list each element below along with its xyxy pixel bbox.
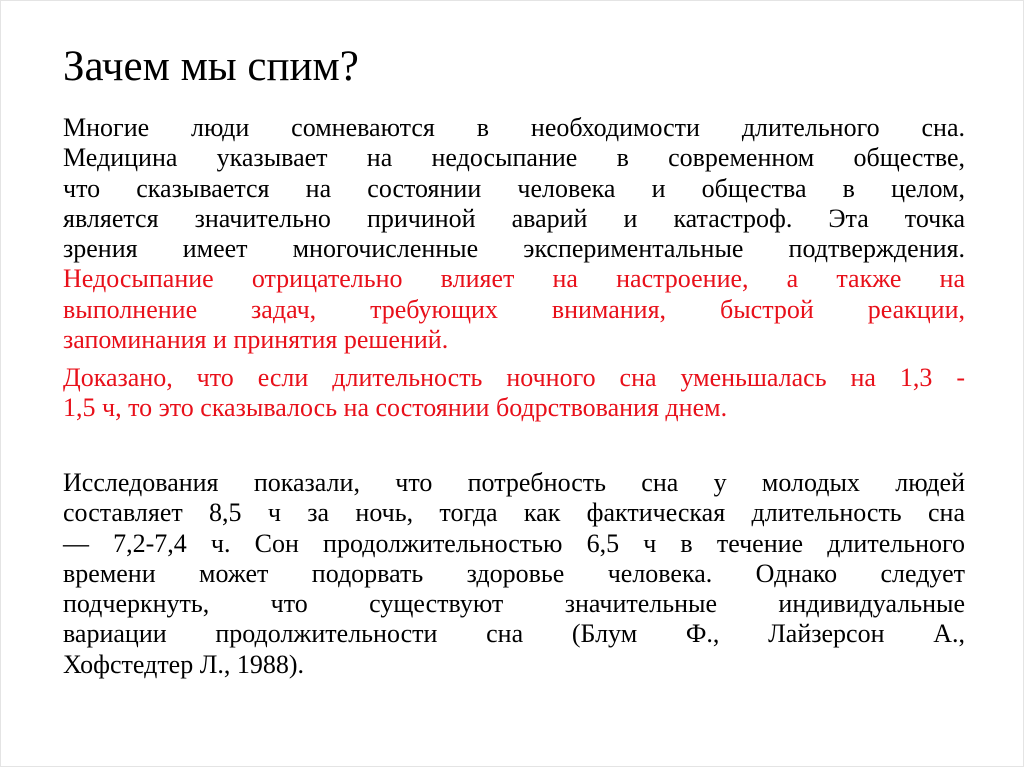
text-line: — 7,2-7,4 ч. Сон продолжительностью 6,5 ч в течение длительного bbox=[63, 528, 965, 558]
highlighted-text-line: Доказано, что если длительность ночного сна уменьшалась на 1,3 - bbox=[63, 363, 965, 392]
paragraph-research bbox=[63, 468, 965, 680]
text-line: Исследования показали, что потребность сна у молодых людей bbox=[63, 468, 965, 497]
slide-title: Зачем мы спим? bbox=[63, 43, 359, 90]
text-line: времени может подорвать здоровье человека. Однако следует bbox=[63, 558, 965, 588]
text-line: Многие люди сомневаются в необходимости длительного сна. bbox=[63, 113, 965, 142]
text-line: Медицина указывает на недосыпание в современном обществе, bbox=[63, 143, 965, 173]
text-line: что сказывается на состоянии человека и общества в целом, bbox=[63, 173, 965, 203]
text-line: подчеркнуть, что существуют значительные индивидуальные bbox=[63, 589, 965, 619]
highlighted-text-line: Недосыпание отрицательно влияет на настроение, а также на bbox=[63, 264, 965, 294]
paragraph-sleep-deprivation bbox=[63, 113, 965, 355]
highlighted-text-line: выполнение задач, требующих внимания, быстрой реакции, bbox=[63, 294, 965, 324]
text-line: Хофстедтер Л., 1988). bbox=[63, 649, 305, 679]
text-line: зрения имеет многочисленные экспериментальные подтверждения. bbox=[63, 234, 965, 264]
text-line: вариации продолжительности сна (Блум Ф., Лайзерсон А., bbox=[63, 619, 965, 649]
text-line: является значительно причиной аварий и катастроф. Эта точка bbox=[63, 203, 965, 233]
text-line: составляет 8,5 ч за ночь, тогда как фактическая длительность сна bbox=[63, 498, 965, 528]
highlighted-text-line: запоминания и принятия решений. bbox=[63, 325, 449, 355]
paragraph-proven-effect bbox=[63, 363, 965, 424]
highlighted-text-line: 1,5 ч, то это сказывалось на состоянии бодрствования днем. bbox=[63, 393, 728, 423]
